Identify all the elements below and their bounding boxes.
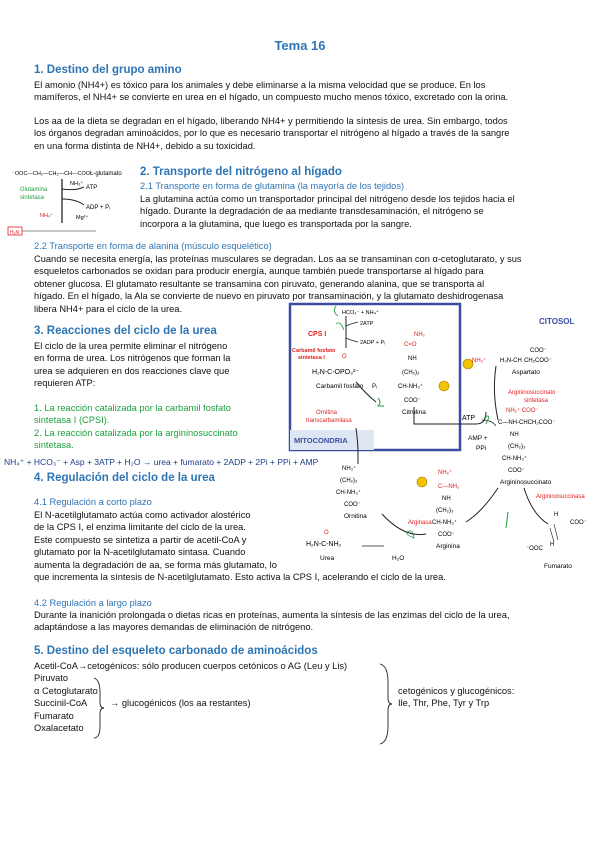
citosol-label: CITOSOL (539, 317, 575, 326)
section-5-list (34, 660, 404, 734)
l-glutamato-label: L-glutamato (90, 171, 122, 177)
ornitina-nh3: NH₃⁺ (342, 466, 357, 472)
argininosuccinato-coo: COO⁻ (508, 468, 525, 474)
aspartato-coo: COO⁻ (530, 348, 547, 354)
arginina-ch2: (CH₂)₃ (436, 508, 454, 514)
urea-label: Urea (320, 555, 335, 562)
urea-cycle-diagram (286, 302, 598, 590)
argininosuccinato-label: Argininosuccinato (500, 479, 552, 486)
citrulina-co: C=O (404, 342, 417, 348)
citrulina-coo: COO⁻ (404, 398, 421, 404)
carbamil-oxygen: O (342, 354, 347, 360)
section-2-2-text: Cuando se necesita energía, las proteínas musculares se degradan. Los aa se transaminan con α-cetoglutarato, y sus esqueletos carbonados se oxidan para producir energía, aunque también puede transportarse al hígado para obtener glucosa. El glutamato resultante se transamina con piruvato, generando alanina, que se transporta al hígado. En el hígado, la Ala se convierte de nuevo en piruvato por transaminación, y la glutamato deshidrogenasa libera NH4+ para el ciclo de la urea. (34, 254, 522, 314)
carbamil-fosfato-label: Carbamil fosfato (316, 383, 364, 390)
glutamate-formula: ⁻OOC—CH₂—CH₂—CH—COO⁻ (12, 171, 93, 177)
otc-label-1: Ornitina (316, 410, 338, 416)
argininosuccinato-formula-2: C—NH-CHCH₂COO⁻ (498, 420, 556, 426)
page-title: Tema 16 (274, 38, 326, 53)
glutamina-enzyme-label: Glutamina (20, 187, 48, 193)
list-item: Piruvato (34, 673, 69, 684)
carbamil-fosfato-sintetasa-label-2: sintetasa I (298, 355, 325, 361)
sintetasa-enzyme-label: sintetasa (20, 195, 45, 201)
list-item: α Cetoglutarato (34, 685, 98, 696)
mitochondria-label: MITOCONDRIA (294, 436, 348, 445)
fumarato-label: Fumarato (544, 563, 572, 570)
mitochondria-box (290, 304, 460, 450)
section-1-paragraph-1: El amonio (NH4+) es tóxico para los animales y debe eliminarse a la misma velocidad que se produce. En los mamíferos, el NH4+ se convierte en urea en el hígado, un compuesto mucho menos tóxico, excretado con la orina. (34, 80, 509, 103)
glutamine-synthetase-figure (6, 165, 138, 237)
ornitina-ch2: (CH₂)₃ (340, 478, 358, 484)
arginasa-label: Arginasa (408, 520, 432, 526)
section-5-heading: 5. Destino del esqueleto carbonado de aminoácidos (34, 645, 318, 657)
citrulina-nh2: NH₂ (414, 332, 425, 338)
argininosuccinato-nh: NH (510, 432, 519, 438)
cps-i-label: CPS I (308, 331, 327, 338)
section-2-heading: 2. Transporte del nitrógeno al hígado (140, 166, 342, 178)
section-3-heading: 3. Reacciones del ciclo de la urea (34, 325, 217, 337)
list-item: Acetil-CoA→cetogénicos: sólo producen cuerpos cetónicos o AG (Leu y Lis) (34, 661, 348, 671)
urea-cycle-equation: NH₄⁺ + HCO₃⁻ + Asp + 3ATP + H₂O → urea + fumarato + 2ADP + 2Pi + PPi + AMP (4, 457, 319, 467)
argininosuccinato-formula-1: NH₂⁺ COO⁻ (506, 408, 539, 414)
urea-formula: H₂N-C-NH₂ (306, 541, 342, 548)
left-brace (92, 676, 106, 740)
2adp-label: 2ADP + Pᵢ (360, 340, 386, 346)
svg-text:H₂N: H₂N (10, 230, 20, 236)
handwritten-mark (506, 512, 508, 528)
list-item: sintetasa. (34, 440, 74, 451)
arginina-c-nh2: C—NH₂ (438, 484, 460, 490)
section-1-paragraph-2: Los aa de la dieta se degradan en el hígado, liberando NH4+ y permitiendo la síntesis de urea. Sin embargo, todos los órganos degradan aminoácidos, por lo que es necesario transportar el nitrógeno al hígado a través de la sangre en una forma distinta de NH4+, debido a su toxicidad. (34, 116, 510, 151)
argininosuccinasa-label: Argininosuccinasa (536, 494, 585, 500)
atp-label: ATP (462, 415, 476, 422)
pi-label: Pᵢ (372, 384, 377, 390)
section-4-1-text: El N-acetilglutamato actúa como activador alostérico de la CPS I, el enzima limitante del ciclo de la urea. Este compuesto se sintetiza a partir de acetil-CoA y glutamato por la N-acetilglutamato sintasa. Cuando aumenta la degradación de aa, se forma más glutamato, lo que incrementa la síntesis de N-acetilglutamato. Esto activa la CPS I, acelerando el ciclo de la urea. (34, 510, 446, 583)
citrulina-ch-nh3: CH-NH₃⁺ (398, 384, 423, 390)
fumarato-coo: COO⁻ (570, 520, 587, 526)
aspartato-label: Aspartato (512, 369, 540, 376)
section-1-heading: 1. Destino del grupo amino (34, 64, 182, 76)
aspartato-nh3: NH₃⁺ (472, 358, 487, 364)
nh3-label: NH₃⁺ (70, 181, 84, 187)
ornitina-label: Ornitina (344, 513, 367, 520)
otc-label-2: transcarbamilasa (306, 418, 352, 424)
arginina-nh2-plus: NH₂⁺ (438, 470, 453, 476)
right-brace (376, 662, 394, 746)
section-2-2-heading: 2.2 Transporte en forma de alanina (músculo esquelético) (34, 241, 272, 251)
list-item: sintetasa I (CPSI). (34, 415, 110, 426)
transporter-1 (439, 381, 449, 391)
fumarato-ooc: ⁻OOC (526, 546, 543, 552)
list-item: Fumarato (34, 710, 74, 721)
fumarato-h-1: H (554, 512, 559, 518)
section-4-1-heading: 4.1 Regulación a corto plazo (34, 497, 152, 507)
adp-label: ADP + Pᵢ (86, 205, 111, 211)
urea-oxygen: O (324, 530, 329, 536)
argininosuccinato-ch2: (CH₂)₃ (508, 444, 526, 450)
2atp-label: 2ATP (360, 321, 374, 327)
section-3-list (34, 402, 284, 452)
mg-label: Mg²⁺ (76, 215, 89, 221)
list-item: Succinil-CoA → glucogénicos (los aa restantes) (34, 698, 251, 709)
svg-text:CH₂COO⁻: CH₂COO⁻ (524, 358, 552, 364)
carbamil-fosfato-formula: H₂N-C-OPO₃²⁻ (312, 369, 359, 376)
section-4-2-text: Durante la inanición prolongada o dietas ricas en proteínas, aumenta la síntesis de las enzimas del ciclo de la urea, adaptándose a las mayores demandas de eliminación de nitrógeno. (34, 610, 510, 633)
section-4-2-heading: 4.2 Regulación a largo plazo (34, 598, 152, 608)
ornitina-coo: COO⁻ (344, 502, 361, 508)
aspartato-formula-1: H₃N-CH (500, 358, 522, 364)
list-item: Oxalacetato (34, 723, 84, 734)
arginina-coo: COO⁻ (438, 532, 455, 538)
list-item: 1. La reacción catalizada por la carbamil fosfato (34, 403, 231, 413)
carbamil-fosfato-sintetasa-label-1: Carbamil fosfato (292, 348, 336, 354)
keto-gluco-note: cetogénicos y glucogénicos: Ile, Thr, Phe, Tyr y Trp (398, 686, 515, 709)
fumarato-h-2: H (550, 542, 555, 548)
amp-label: AMP + (468, 435, 488, 442)
transporter-3 (417, 477, 427, 487)
section-2-1-heading: 2.1 Transporte en forma de glutamina (la mayoría de los tejidos) (140, 181, 405, 191)
citrulina-nh: NH (408, 356, 417, 362)
list-item: 2. La reacción catalizada por la argininosuccinato (34, 427, 238, 438)
bicarbonate-ammonium-label: HCO₃⁻ + NH₄⁺ (342, 310, 379, 316)
section-2-1-text: La glutamina actúa como un transportador principal del nitrógeno desde los tejidos hacia el hígado. Durante la degradación de aa mediante transdesaminación, el nitrógeno se incorpora a la glutamina, que luego es transportada por la sangre. (140, 194, 515, 229)
arginina-ch-nh3: CH-NH₃⁺ (432, 520, 457, 526)
nh4-label: NH₄⁺ (40, 213, 54, 219)
atp-label: ATP (86, 185, 98, 191)
h2o-label: H₂O (392, 555, 405, 562)
ornitina-ch-nh3: CH-NH₃⁺ (336, 490, 361, 496)
argininosuccinato-sintetasa-label-2: sintetasa (524, 398, 549, 404)
argininosuccinato-ch-nh3: CH-NH₃⁺ (502, 456, 527, 462)
citrulina-ch2: (CH₂)₃ (402, 370, 420, 376)
section-4-heading: 4. Regulación del ciclo de la urea (34, 472, 215, 484)
arginina-label: Arginina (436, 543, 460, 550)
ppi-label: PPi (476, 445, 487, 452)
section-3-text: El ciclo de la urea permite eliminar el nitrógeno en forma de urea. Los nitrógenos que forman la urea se adquieren en dos reacciones clave que requieren ATP: (34, 341, 231, 389)
citrulina-label: Citrulina (402, 409, 426, 416)
arginina-nh: NH (442, 496, 451, 502)
argininosuccinato-sintetasa-label-1: Argininosuccinato (508, 390, 556, 396)
